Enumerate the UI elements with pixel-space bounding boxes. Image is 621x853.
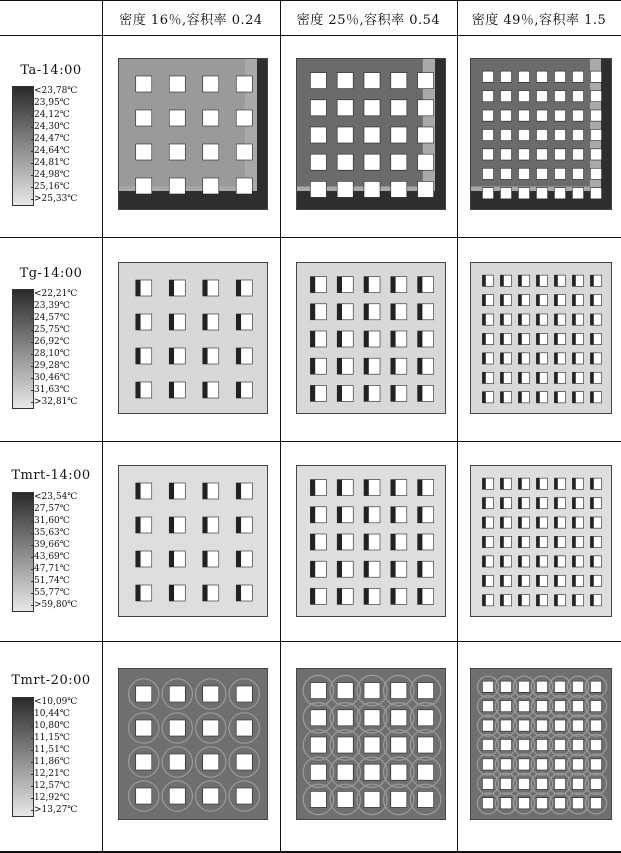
legend-label: 31,63℃ (34, 385, 70, 395)
legend-label: >59,80℃ (34, 600, 78, 610)
legend-label: 24,64℃ (34, 146, 70, 156)
col-divider (280, 0, 281, 853)
legend-label: 24,57℃ (34, 313, 70, 323)
simulation-map (296, 668, 446, 820)
legend-label: 23,95℃ (34, 98, 70, 108)
table-top-rule (0, 0, 621, 1)
simulation-map (296, 58, 446, 210)
simulation-map (118, 262, 268, 414)
legend-label: 29,28℃ (34, 361, 70, 371)
simulation-map (118, 58, 268, 210)
simulation-map (470, 668, 612, 820)
legend-label: 11,51℃ (34, 745, 70, 755)
legend-label: 10,80℃ (34, 721, 70, 731)
legend-label: 31,60℃ (34, 516, 70, 526)
row-divider (0, 641, 621, 642)
legend-label: 24,81℃ (34, 158, 70, 168)
legend-label: 24,98℃ (34, 170, 70, 180)
legend-label: 25,16℃ (34, 182, 70, 192)
legend-label: >13,27℃ (34, 805, 78, 815)
legend-label: 10,44℃ (34, 709, 70, 719)
legend-label: 30,46℃ (34, 373, 70, 383)
row-divider (0, 441, 621, 442)
legend-label: 24,30℃ (34, 122, 70, 132)
legend-label: 25,75℃ (34, 325, 70, 335)
legend-label: 43,69℃ (34, 552, 70, 562)
legend-label: >32,81℃ (34, 397, 78, 407)
legend-label: 12,21℃ (34, 769, 70, 779)
color-bar (12, 86, 34, 206)
row-label-ta: Ta-14:00 (20, 63, 82, 78)
simulation-map (470, 465, 612, 617)
legend-label: 24,47℃ (34, 134, 70, 144)
legend-label: <23,54℃ (34, 492, 78, 502)
legend-label: 39,66℃ (34, 540, 70, 550)
legend-label: 11,86℃ (34, 757, 70, 767)
col-divider (457, 0, 458, 853)
legend-label: 11,15℃ (34, 733, 70, 743)
simulation-map (118, 668, 268, 820)
column-header-2: 密度 25％,容积率 0.54 (296, 13, 441, 28)
legend-label: >25,33℃ (34, 194, 78, 204)
simulation-map (296, 262, 446, 414)
col-divider (102, 0, 103, 853)
color-bar (12, 697, 34, 817)
legend-label: 23,39℃ (34, 301, 70, 311)
legend-label: 51,74℃ (34, 576, 70, 586)
legend-label: 12,57℃ (34, 781, 70, 791)
legend-label: 55,77℃ (34, 588, 70, 598)
legend-label: 26,92℃ (34, 337, 70, 347)
legend-label: <10,09℃ (34, 697, 78, 707)
legend-label: 27,57℃ (34, 504, 70, 514)
legend-label: <22,21℃ (34, 289, 78, 299)
color-bar (12, 289, 34, 409)
legend-label: 47,71℃ (34, 564, 70, 574)
legend-label: 24,12℃ (34, 110, 70, 120)
simulation-map (118, 465, 268, 617)
row-divider (0, 237, 621, 238)
row-label-tg: Tg-14:00 (19, 266, 83, 281)
simulation-map (470, 262, 612, 414)
column-header-1: 密度 16％,容积率 0.24 (119, 13, 263, 28)
legend-label: 28,10℃ (34, 349, 70, 359)
legend-label: 12,92℃ (34, 793, 70, 803)
simulation-map (296, 465, 446, 617)
color-bar (12, 492, 34, 612)
legend-label: 35,63℃ (34, 528, 70, 538)
legend-label: <23,78℃ (34, 86, 78, 96)
row-label-tmrt14: Tmrt-14:00 (11, 468, 91, 483)
column-header-3: 密度 49％,容积率 1.5 (471, 13, 607, 28)
row-label-tmrt20: Tmrt-20:00 (11, 673, 91, 688)
header-rule (0, 35, 621, 36)
simulation-map (470, 58, 612, 210)
